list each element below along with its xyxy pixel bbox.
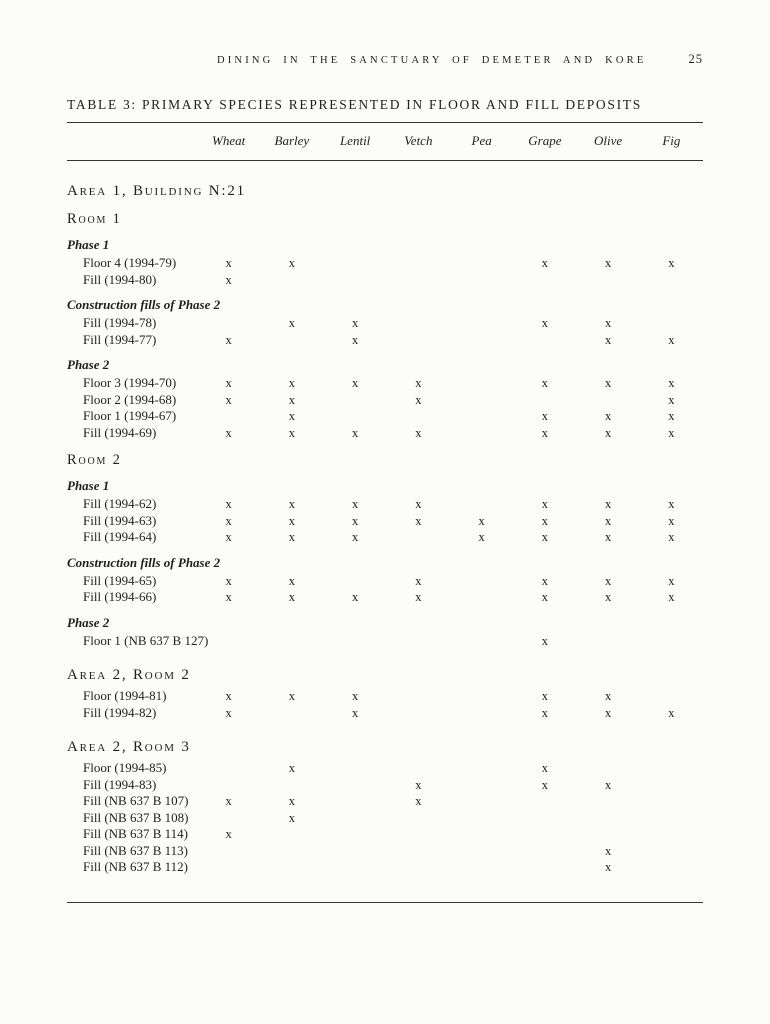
- row-label: Fill (1994-82): [83, 704, 157, 720]
- table-row: [67, 826, 703, 843]
- presence-mark-cell: x: [605, 256, 612, 270]
- column-header-row: [67, 123, 703, 160]
- table-row: [67, 332, 703, 349]
- presence-mark-cell: x: [352, 513, 359, 528]
- table-row: [67, 843, 703, 860]
- column-header: Grape: [528, 133, 562, 148]
- presence-mark-cell: x: [352, 705, 359, 720]
- column-header: Wheat: [212, 133, 246, 148]
- presence-mark-cell: x: [668, 392, 675, 407]
- row-label: Fill (1994-62): [83, 496, 157, 511]
- presence-mark-cell: x: [541, 316, 548, 330]
- presence-mark-cell: x: [225, 590, 232, 604]
- presence-mark-cell: x: [415, 590, 422, 604]
- rule-bottom: [67, 902, 703, 903]
- row-label: Floor (1994-81): [83, 688, 167, 703]
- table-row: [67, 392, 703, 409]
- presence-mark-cell: x: [668, 530, 675, 544]
- presence-mark-cell: x: [288, 425, 295, 440]
- row-label: Fill (1994-63): [83, 512, 157, 528]
- presence-mark-cell: x: [352, 376, 359, 390]
- presence-mark-cell: x: [668, 590, 675, 604]
- column-header: Olive: [594, 133, 623, 148]
- table-row: [67, 513, 703, 530]
- table-row: [67, 272, 703, 289]
- presence-mark-cell: x: [605, 777, 612, 792]
- table-body: [67, 161, 703, 876]
- presence-mark-cell: x: [288, 689, 295, 703]
- presence-mark-cell: x: [668, 409, 675, 423]
- area-heading: Area 2, Room 2: [67, 667, 191, 683]
- presence-mark-cell: x: [668, 705, 675, 720]
- row-label: Floor 1 (NB 637 B 127): [83, 632, 209, 648]
- presence-mark-cell: x: [225, 376, 232, 390]
- presence-mark-cell: x: [288, 497, 295, 511]
- row-label: Floor 1 (1994-67): [83, 408, 177, 423]
- presence-mark-cell: x: [668, 497, 675, 511]
- presence-mark-cell: x: [415, 392, 422, 407]
- running-head: [67, 52, 703, 67]
- presence-mark-cell: x: [478, 513, 485, 528]
- presence-mark-cell: x: [541, 376, 548, 390]
- presence-mark-cell: x: [288, 376, 295, 390]
- row-label: Floor (1994-85): [83, 760, 167, 775]
- presence-mark-cell: x: [225, 272, 232, 287]
- presence-mark-cell: x: [225, 332, 232, 347]
- presence-mark-cell: x: [605, 843, 612, 858]
- table-row: [67, 705, 703, 722]
- row-label: Fill (1994-80): [83, 271, 157, 287]
- table-row: [67, 529, 703, 546]
- row-label: Fill (NB 637 B 112): [83, 859, 188, 874]
- presence-mark-cell: x: [352, 425, 359, 440]
- presence-mark-cell: x: [288, 409, 295, 423]
- presence-mark-cell: x: [225, 425, 232, 440]
- presence-mark-cell: x: [541, 513, 548, 528]
- column-header: Barley: [274, 133, 310, 148]
- presence-mark-cell: x: [605, 860, 612, 874]
- presence-mark-cell: x: [605, 497, 612, 511]
- row-label: Fill (1994-66): [83, 589, 157, 604]
- row-label: Fill (1994-77): [83, 331, 157, 347]
- presence-mark-cell: x: [478, 530, 485, 544]
- presence-mark-cell: x: [605, 513, 612, 528]
- presence-mark-cell: x: [605, 689, 612, 703]
- row-label: Fill (NB 637 B 114): [83, 826, 188, 841]
- presence-mark-cell: x: [541, 256, 548, 270]
- presence-mark-cell: x: [352, 332, 359, 347]
- presence-mark-cell: x: [288, 513, 295, 528]
- table-row: [67, 777, 703, 794]
- presence-mark-cell: x: [605, 316, 612, 330]
- row-label: Fill (1994-64): [83, 529, 157, 544]
- presence-mark-cell: x: [225, 497, 232, 511]
- row-label: Fill (NB 637 B 108): [83, 809, 189, 825]
- phase-heading: Phase 2: [67, 357, 110, 372]
- presence-mark-cell: x: [352, 497, 359, 511]
- table-row: [67, 859, 703, 876]
- row-label: Fill (NB 637 B 107): [83, 793, 189, 808]
- row-label: Fill (NB 637 B 113): [83, 842, 188, 858]
- area-heading: Area 2, Room 3: [67, 739, 191, 755]
- presence-mark-cell: x: [415, 777, 422, 792]
- presence-mark-cell: x: [541, 530, 548, 544]
- page-number: 25: [688, 52, 703, 66]
- running-head-title: DINING IN THE SANCTUARY OF DEMETER AND KORE: [216, 55, 647, 66]
- presence-mark-cell: x: [541, 633, 548, 648]
- presence-mark-cell: x: [225, 530, 232, 544]
- table-row: [67, 255, 703, 272]
- presence-mark-cell: x: [605, 409, 612, 423]
- presence-mark-cell: x: [605, 332, 612, 347]
- table-row: [67, 573, 703, 590]
- presence-mark-cell: x: [415, 376, 422, 390]
- table-row: [67, 315, 703, 332]
- presence-mark-cell: x: [288, 573, 295, 588]
- table-row: [67, 589, 703, 606]
- presence-mark-cell: x: [668, 376, 675, 390]
- phase-heading: Phase 2: [67, 614, 110, 630]
- presence-mark-cell: x: [605, 705, 612, 720]
- table-row: [67, 633, 703, 650]
- presence-mark-cell: x: [288, 794, 295, 808]
- presence-mark-cell: x: [288, 590, 295, 604]
- row-label: Floor 4 (1994-79): [83, 255, 177, 270]
- presence-mark-cell: x: [605, 530, 612, 544]
- column-header: Vetch: [404, 133, 433, 148]
- presence-mark-cell: x: [225, 705, 232, 720]
- presence-mark-cell: x: [225, 827, 232, 841]
- presence-mark-cell: x: [668, 425, 675, 440]
- presence-mark-cell: x: [352, 316, 359, 330]
- phase-heading: Phase 1: [67, 478, 110, 493]
- presence-mark-cell: x: [668, 513, 675, 528]
- presence-mark-cell: x: [415, 794, 422, 808]
- presence-mark-cell: x: [288, 761, 295, 775]
- presence-mark-cell: x: [605, 425, 612, 440]
- room-heading: Room 1: [67, 211, 122, 227]
- phase-heading: Construction fills of Phase 2: [67, 297, 221, 312]
- column-header: Fig: [662, 133, 681, 148]
- row-label: Floor 2 (1994-68): [83, 391, 177, 407]
- presence-mark-cell: x: [668, 573, 675, 588]
- presence-mark-cell: x: [225, 513, 232, 528]
- presence-mark-cell: x: [541, 777, 548, 792]
- presence-mark-cell: x: [415, 513, 422, 528]
- column-header-spacer: [67, 133, 197, 149]
- table-row: [67, 793, 703, 810]
- table-row: [67, 760, 703, 777]
- presence-mark-cell: x: [541, 590, 548, 604]
- presence-mark-cell: x: [225, 256, 232, 270]
- presence-mark-cell: x: [541, 705, 548, 720]
- presence-mark-cell: x: [415, 425, 422, 440]
- table-row: [67, 425, 703, 442]
- room-heading: Room 2: [67, 452, 122, 468]
- column-header: Pea: [471, 133, 492, 148]
- presence-mark-cell: x: [225, 794, 232, 808]
- phase-heading: Phase 1: [67, 237, 110, 252]
- presence-mark-cell: x: [288, 256, 295, 270]
- table-title: TABLE 3: PRIMARY SPECIES REPRESENTED IN FLOOR AND FILL DEPOSITS: [67, 97, 642, 112]
- table-row: [67, 375, 703, 392]
- presence-mark-cell: x: [352, 689, 359, 703]
- presence-mark-cell: x: [288, 530, 295, 544]
- presence-mark-cell: x: [352, 530, 359, 544]
- presence-mark-cell: x: [605, 590, 612, 604]
- presence-mark-cell: x: [605, 573, 612, 588]
- presence-mark-cell: x: [605, 376, 612, 390]
- presence-mark-cell: x: [352, 590, 359, 604]
- presence-mark-cell: x: [541, 497, 548, 511]
- presence-mark-cell: x: [668, 256, 675, 270]
- presence-mark-cell: x: [415, 497, 422, 511]
- presence-mark-cell: x: [668, 332, 675, 347]
- presence-mark-cell: x: [288, 810, 295, 825]
- presence-mark-cell: x: [288, 392, 295, 407]
- table-row: [67, 408, 703, 425]
- phase-heading: Construction fills of Phase 2: [67, 554, 221, 570]
- presence-mark-cell: x: [288, 316, 295, 330]
- table-row: [67, 496, 703, 513]
- presence-mark-cell: x: [541, 761, 548, 775]
- presence-mark-cell: x: [225, 689, 232, 703]
- presence-mark-cell: x: [541, 689, 548, 703]
- presence-mark-cell: x: [541, 573, 548, 588]
- row-label: Floor 3 (1994-70): [83, 375, 177, 390]
- row-label: Fill (1994-69): [83, 424, 157, 440]
- row-label: Fill (1994-78): [83, 315, 157, 330]
- table-row: [67, 810, 703, 827]
- table-row: [67, 688, 703, 705]
- presence-mark-cell: x: [541, 425, 548, 440]
- area-heading: Area 1, Building N:21: [67, 183, 246, 199]
- presence-mark-cell: x: [415, 573, 422, 588]
- column-header: Lentil: [339, 133, 371, 148]
- row-label: Fill (1994-83): [83, 776, 157, 792]
- row-label: Fill (1994-65): [83, 572, 157, 588]
- presence-mark-cell: x: [225, 573, 232, 588]
- presence-mark-cell: x: [225, 392, 232, 407]
- presence-mark-cell: x: [541, 409, 548, 423]
